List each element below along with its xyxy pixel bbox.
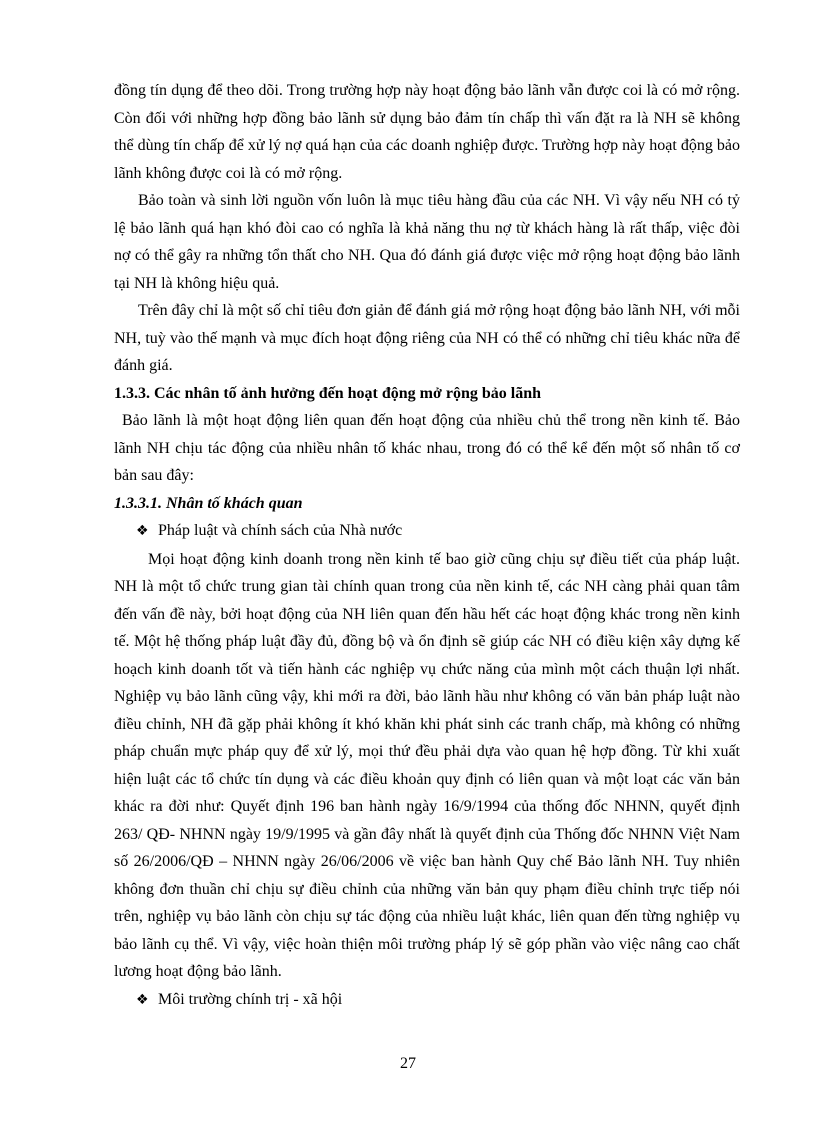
paragraph-summary-indicators: Trên đây chỉ là một số chỉ tiêu đơn giản để đánh giá mở rộng hoạt động bảo lãnh NH, với mỗi NH, tuỳ vào thế mạnh và mục đích hoạt động riêng của NH có thể có những chỉ tiêu khác nữa để đánh giá. [114,302,740,374]
bullet-item-law-policy [114,517,740,546]
page-number: 27 [400,1055,416,1072]
paragraph-capital-preservation: Bảo toàn và sinh lời nguồn vốn luôn là mục tiêu hàng đầu của các NH. Vì vậy nếu NH có tỷ lệ bảo lãnh quá hạn khó đòi cao có nghĩa là khả năng thu nợ từ khách hàng là rất thấp, việc đòi nợ có thể gây ra những tổn thất cho NH. Qua đó đánh giá được việc mở rộng hoạt động bảo lãnh tại NH là không hiệu quả. [114,192,740,292]
paragraph-factors-intro: Bảo lãnh là một hoạt động liên quan đến hoạt động của nhiều chủ thể trong nền kinh tế. Bảo lãnh NH chịu tác động của nhiều nhân tố khác nhau, trong đó có thể kể đến một số nhân tố cơ bản sau đây: [114,412,740,484]
subsection-heading-1-3-3-1: 1.3.3.1. Nhân tố khách quan [114,494,303,512]
paragraph-continued: đồng tín dụng để theo dõi. Trong trường hợp này hoạt động bảo lãnh vẫn được coi là có mở rộng. Còn đối với những hợp đồng bảo lãnh sử dụng bảo đảm tín chấp thì vấn đặt ra là NH sẽ không thể dùng tín chấp để xử lý nợ quá hạn của các doanh nghiệp được. Trường hợp này hoạt động bảo lãnh không được coi là có mở rộng. [114,82,740,182]
diamond-bullet-icon: ❖ [136,523,149,539]
section-heading-1-3-3: 1.3.3. Các nhân tố ảnh hưởng đến hoạt động mở rộng bảo lãnh [114,384,541,402]
diamond-bullet-icon: ❖ [136,991,149,1008]
text-column [114,77,740,1014]
bullet-label: Môi trường chính trị - xã hội [158,990,343,1008]
bullet-label: Pháp luật và chính sách của Nhà nước [158,522,403,539]
bullet-item-political-social [114,986,740,1015]
paragraph-legal-environment: Mọi hoạt động kinh doanh trong nền kinh tế bao giờ cũng chịu sự điều tiết của pháp luật. NH là một tổ chức trung gian tài chính quan trong của nền kinh tế, các NH càng phải quan tâm đến vấn đề này, bởi hoạt động của NH liên quan đến hầu hết các hoạt động khác trong nền kinh tế. Một hệ thống pháp luật đầy đủ, đồng bộ và ổn định sẽ giúp các NH có điều kiện xây dựng kế hoạch kinh doanh tốt và tiến hành các nghiệp vụ chức năng của mình một cách thuận lợi nhất. Nghiệp vụ bảo lãnh cũng vậy, khi mới ra đời, bảo lãnh hầu như không có văn bản pháp luật nào điều chỉnh, NH đã gặp phải không ít khó khăn khi phát sinh các tranh chấp, mà không có những pháp chuẩn mực pháp quy để xử lý, mọi thứ đều phải dựa vào quan hệ hợp đồng. Từ khi xuất hiện luật các tổ chức tín dụng và các điều khoản quy định có liên quan và một loạt các văn bản khác ra đời như: Quyết định 196 ban hành ngày 16/9/1994 của thống đốc NHNN, quyết định 263/ QĐ- NHNN ngày 19/9/1995 và gần đây nhất là quyết định của Thống đốc NHNN Việt Nam số 26/2006/QĐ – NHNN ngày 26/06/2006 về việc ban hành Quy chế Bảo lãnh NH. Tuy nhiên không đơn thuần chỉ chịu sự điều chỉnh của những văn bản quy phạm điều chỉnh trực tiếp nói trên, nghiệp vụ bảo lãnh còn chịu sự tác động của nhiều luật khác, liên quan đến từng nghiệp vụ bảo lãnh cụ thể. Vì vậy, việc hoàn thiện môi trường pháp lý sẽ góp phần vào việc nâng cao chất lương hoạt động bảo lãnh. [114,550,740,980]
